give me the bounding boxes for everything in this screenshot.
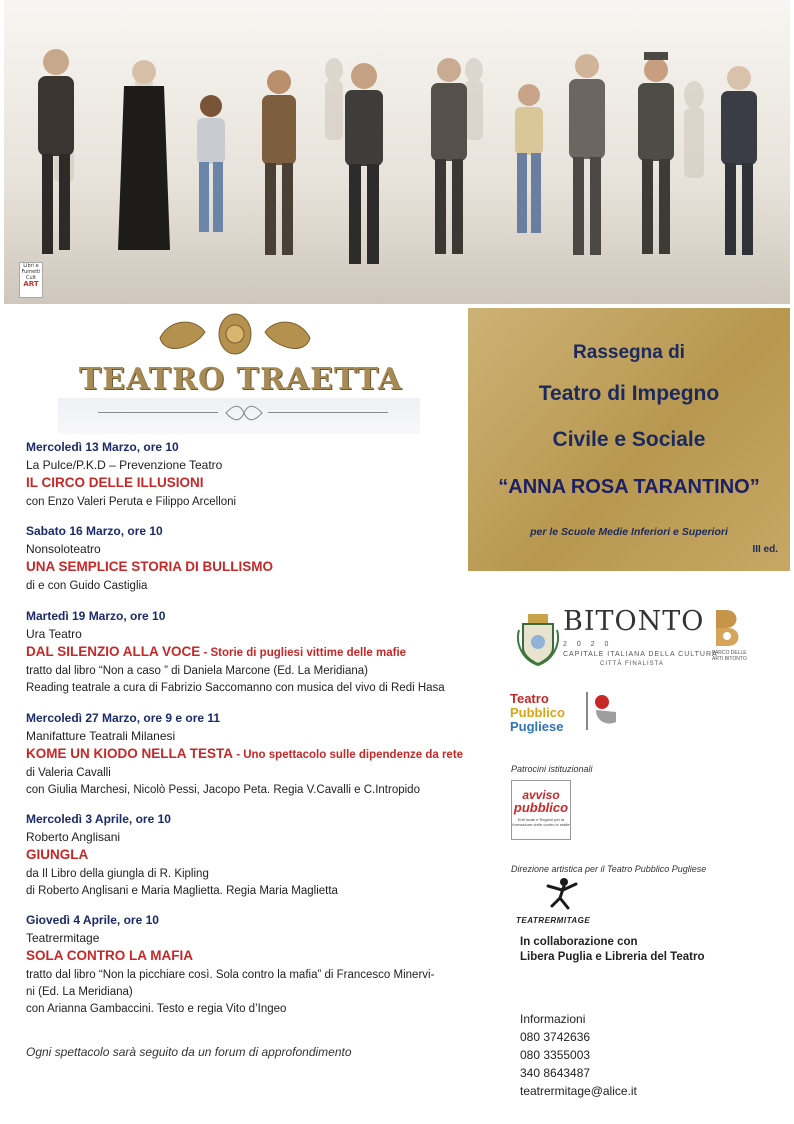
event-line: con Enzo Valeri Peruta e Filippo Arcelloni (26, 496, 237, 508)
bitonto-year: 2 0 2 0 (563, 641, 613, 648)
event-date: Giovedì 4 Aprile, ore 10 (26, 913, 159, 927)
ornament-icon (224, 402, 264, 424)
pubblico-word: pubblico (513, 800, 569, 815)
event-item (26, 609, 496, 697)
event-date: Mercoledì 27 Marzo, ore 9 e ore 11 (26, 711, 221, 725)
parco-arti-text: PARCO DELLE ARTI BITONTO (712, 650, 747, 662)
tpp-word: Pubblico (510, 705, 565, 720)
rassegna-line: Rassegna di (573, 342, 685, 363)
event-date: Mercoledì 3 Aprile, ore 10 (26, 812, 171, 826)
art-badge (19, 262, 43, 298)
badge-line: Cult (25, 275, 36, 281)
teatro-pubblico-pugliese-logo (510, 692, 565, 734)
event-item (26, 440, 476, 511)
badge-line: Fumetti (21, 269, 41, 275)
bitonto-finalista: CITTÀ FINALISTA (600, 661, 664, 667)
event-title-text: GIUNGLA (26, 847, 89, 862)
event-title-text: DAL SILENZIO ALLA VOCE (26, 644, 201, 659)
event-line: con Giulia Marchesi, Nicolò Pessi, Jacopo Peta. Regia V.Cavalli e C.Intropido (26, 784, 420, 796)
avviso-pubblico-logo (511, 780, 571, 840)
event-title (26, 847, 476, 862)
event-title (26, 559, 476, 574)
badge-line: ART (23, 280, 39, 288)
teatrermitage-wordmark: TEATRERMITAGE (516, 916, 591, 925)
event-line: ni (Ed. La Meridiana) (26, 986, 133, 998)
direzione-artistica-label: Direzione artistica per il Teatro Pubblico Pugliese (511, 864, 707, 874)
tpp-word: Teatro (510, 691, 549, 706)
contact-info (520, 1010, 637, 1100)
tpp-word: Pugliese (510, 719, 564, 734)
collaboration-partners: Libera Puglia e Libreria del Teatro (520, 951, 705, 963)
event-line: di Valeria Cavalli (26, 767, 111, 779)
phone-number[interactable]: 340 8643487 (520, 1066, 591, 1080)
logo-ornament-strip (58, 398, 420, 434)
event-title-text: IL CIRCO DELLE ILLUSIONI (26, 475, 204, 490)
rassegna-panel (468, 308, 790, 571)
event-title (26, 644, 496, 659)
rassegna-audience: per le Scuole Medie Inferiori e Superiori (530, 526, 728, 538)
event-company: Roberto Anglisani (26, 830, 121, 844)
phone-number[interactable]: 080 3355003 (520, 1048, 591, 1062)
info-label: Informazioni (520, 1012, 586, 1026)
event-company: Manifatture Teatrali Milanesi (26, 729, 176, 743)
event-title (26, 475, 476, 490)
walking-people-illustration (4, 0, 790, 304)
event-line: di Roberto Anglisani e Maria Maglietta. Regia Maria Maglietta (26, 885, 338, 897)
event-title-text: SOLA CONTRO LA MAFIA (26, 948, 193, 963)
phone-number[interactable]: 080 3742636 (520, 1030, 591, 1044)
event-item (26, 913, 496, 1018)
event-line: con Arianna Gambaccini. Testo e regia Vito d’Ingeo (26, 1003, 287, 1015)
event-company: La Pulce/P.K.D – Prevenzione Teatro (26, 458, 223, 472)
avviso-tagline: Enti locali e Regioni per la formazione civile contro le mafie (512, 817, 570, 827)
bitonto-capitale: CAPITALE ITALIANA DELLA CULTURA (563, 651, 718, 658)
event-title-text: KOME UN KIODO NELLA TESTA (26, 746, 233, 761)
event-date: Sabato 16 Marzo, ore 10 (26, 524, 163, 538)
event-line: di e con Guido Castiglia (26, 580, 148, 592)
collaboration-label: In collaborazione con (520, 936, 638, 948)
event-line: da Il Libro della giungla di R. Kipling (26, 868, 209, 880)
rassegna-line: Civile e Sociale (552, 428, 706, 451)
rassegna-line: Teatro di Impegno (538, 382, 720, 405)
event-subtitle: - Storie di pugliesi vittime delle mafie (200, 647, 407, 659)
parco-arti-logo-icon (712, 608, 742, 648)
badge-line: Libri e (23, 263, 39, 269)
avviso-word: avviso (522, 788, 560, 802)
event-line: tratto dal libro “Non la picchiare così. Sola contro la mafia” di Francesco Minervi- (26, 969, 435, 981)
event-date: Martedì 19 Marzo, ore 10 (26, 609, 166, 623)
event-subtitle: - Uno spettacolo sulle dipendenze da rete (233, 749, 464, 761)
event-title-text: UNA SEMPLICE STORIA DI BULLISMO (26, 559, 274, 574)
teatrermitage-dancer-icon (542, 876, 582, 914)
event-item (26, 711, 496, 799)
event-title (26, 948, 496, 963)
footnote: Ogni spettacolo sarà seguito da un forum di approfondimento (26, 1045, 352, 1059)
event-line: tratto dal libro “Non a caso ” di Daniela Marcone (Ed. La Meridiana) (26, 665, 368, 677)
event-item (26, 812, 476, 900)
hero-illustration (4, 0, 790, 304)
bitonto-crest-icon (515, 610, 561, 666)
email-address[interactable]: teatrermitage@alice.it (520, 1084, 637, 1098)
event-title (26, 746, 496, 761)
theatre-emblem (150, 310, 320, 360)
teatro-traetta-logo: TEATRO TRAETTA (78, 362, 403, 397)
patrocini-label: Patrocini istituzionali (511, 764, 593, 774)
tpp-mask-icon (586, 692, 620, 730)
event-item (26, 524, 476, 595)
event-company: Nonsoloteatro (26, 542, 101, 556)
event-date: Mercoledì 13 Marzo, ore 10 (26, 440, 179, 454)
event-company: Teatrermitage (26, 931, 100, 945)
rassegna-edition: III ed. (752, 544, 778, 555)
rassegna-dedication: “ANNA ROSA TARANTINO” (498, 476, 760, 498)
bitonto-title: BITONTO (563, 606, 705, 637)
figures (38, 49, 757, 264)
event-line: Reading teatrale a cura di Fabrizio Saccomanno con musica del vivo di Redi Hasa (26, 682, 445, 694)
event-company: Ura Teatro (26, 627, 82, 641)
